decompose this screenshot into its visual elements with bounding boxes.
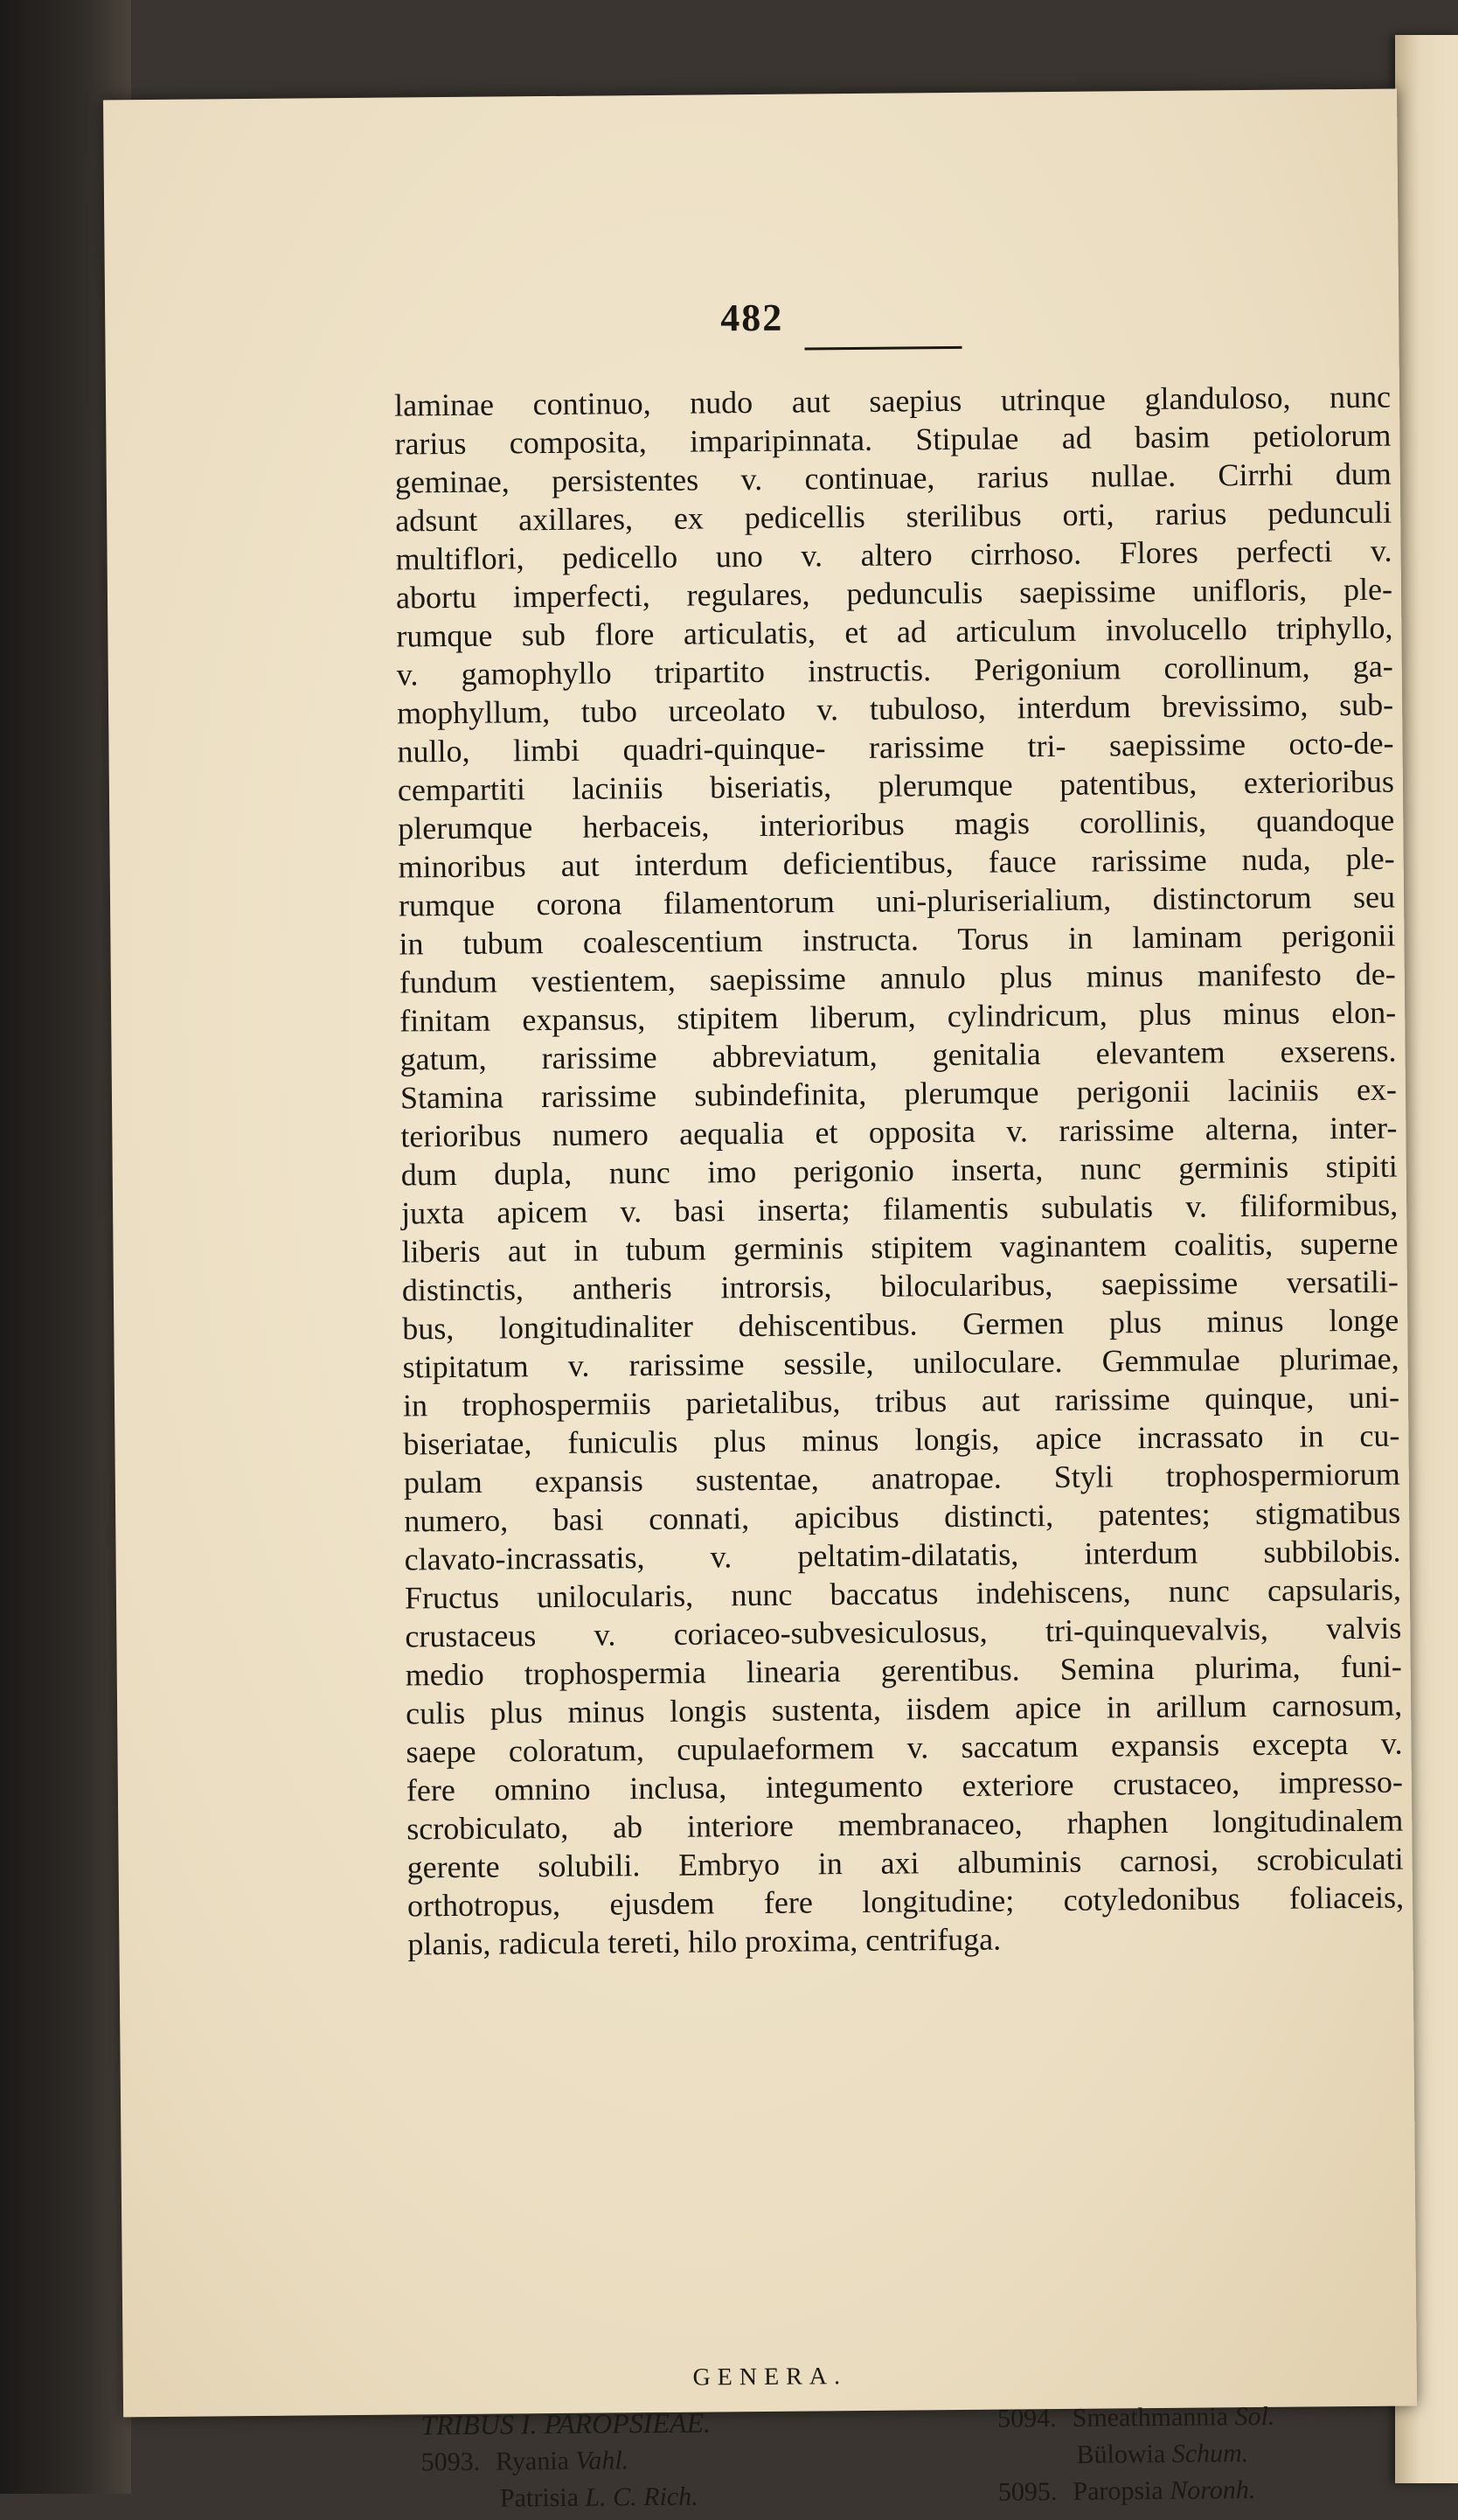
text-line: minoribus aut interdum deficientibus, fauce rarissime nuda, ple- (398, 840, 1395, 885)
text-line: nullo, limbi quadri-quinque- rarissime tri- saepissime octo-de- (397, 725, 1394, 769)
genus-name: Paropsia (1073, 2475, 1163, 2506)
genus-name: Ryania (495, 2446, 570, 2476)
text-line: crustaceus v. coriaceo-subvesiculosus, tri-quinquevalvis, valvis (405, 1610, 1402, 1654)
text-line: clavato-incrassatis, v. peltatim-dilatatis, interdum subbilobis. (404, 1533, 1401, 1577)
text-line: saepe coloratum, cupulaeformem v. saccatum expansis excepta v. (406, 1725, 1403, 1770)
text-line: orthotropus, ejusdem fere longitudine; cotyledonibus foliaceis, (406, 1879, 1405, 1924)
text-line: cempartiti laciniis biseriatis, plerumque patentibus, exterioribus (397, 763, 1395, 808)
text-line: planis, radicula tereti, hilo proxima, centrifuga. (407, 1921, 1002, 1962)
genus-name: Smeathmannia (1072, 2402, 1229, 2433)
text-line: abortu imperfecti, regulares, pedunculis saepissime unifloris, ple- (395, 571, 1393, 616)
genus-author: Noronh. (1170, 2475, 1256, 2505)
genus-entry (420, 2440, 910, 2482)
text-line: liberis aut in tubum germinis stipitem vaginantem coalitis, superne (401, 1225, 1399, 1270)
text-line: laminae continuo, nudo aut saepius utrinque glanduloso, nunc (393, 379, 1392, 423)
page-number-rule (805, 346, 962, 351)
genus-author: Sol. (1234, 2401, 1275, 2432)
genus-number: 5095. (997, 2477, 1058, 2507)
genus-entry (998, 2470, 1435, 2510)
text-line: fere omnino inclusa, integumento exteriore crustaceo, impresso- (406, 1764, 1404, 1808)
text-line: rarius composita, imparipinnata. Stipulae ad basim petiolorum (394, 417, 1392, 462)
book-page (103, 89, 1417, 2513)
genera-list-right (997, 2397, 1435, 2510)
text-line: medio trophospermia linearia gerentibus. Semina plurima, funi- (405, 1648, 1402, 1693)
text-line: scrobiculato, ab interiore membranaceo, rhaphen longitudinalem (406, 1802, 1404, 1847)
text-line: bus, longitudinaliter dehiscentibus. Germen plus minus longe (402, 1302, 1399, 1347)
text-line: rumque sub flore articulatis, et ad articulum involucello triphyllo, (396, 609, 1393, 654)
genus-entry (997, 2433, 1434, 2474)
text-line: adsunt axillares, ex pedicellis sterilibus orti, rarius pedunculi (395, 494, 1392, 539)
text-line: distinctis, antheris introrsis, bilocularibus, saepissime versatili- (401, 1263, 1399, 1308)
text-line: plerumque herbaceis, interioribus magis corollinis, quandoque (398, 802, 1395, 846)
text-line: dum dupla, nunc imo perigonio inserta, nunc germinis stipiti (400, 1148, 1398, 1193)
genus-author: Schum. (1171, 2439, 1249, 2468)
tribe-heading: TRIBUS I. PAROPSIEAE. (420, 2406, 712, 2441)
text-line: Fructus unilocularis, nunc baccatus indehiscens, nunc capsularis, (404, 1571, 1402, 1616)
text-line: mophyllum, tubo urceolato v. tubuloso, interdum brevissimo, sub- (396, 686, 1394, 731)
genus-number: 5093. (420, 2447, 481, 2477)
text-line: biseriatae, funiculis plus minus longis, apice incrassato in cu- (403, 1417, 1400, 1462)
text-line: v. gamophyllo tripartito instructis. Perigonium corollinum, ga- (396, 648, 1393, 693)
text-line: multiflori, pedicello uno v. altero cirrhoso. Flores perfecti v. (395, 533, 1392, 577)
text-line: culis plus minus longis sustenta, iisdem apice in arillum carnosum, (405, 1687, 1403, 1731)
page-number: 482 (720, 296, 784, 340)
genus-author: Vahl. (575, 2446, 629, 2475)
genera-heading: GENERA. (692, 2363, 848, 2391)
text-line: gerente solubili. Embryo in axi albuminis carnosi, scrobiculati (406, 1841, 1404, 1885)
text-line: fundum vestientem, saepissime annulo plus minus manifesto de- (399, 956, 1396, 1000)
text-line: rumque corona filamentorum uni-pluriserialium, distinctorum seu (398, 879, 1396, 923)
text-line: gatum, rarissime abbreviatum, genitalia elevantem exserens. (399, 1033, 1397, 1077)
genus-number: 5094. (997, 2404, 1057, 2433)
text-line: pulam expansis sustentae, anatropae. Styli trophospermiorum (403, 1456, 1400, 1500)
genus-name: Bülowia (1076, 2439, 1166, 2469)
genus-author: L. C. Rich. (585, 2482, 698, 2512)
text-line: Stamina rarissime subindefinita, plerumque perigonii laciniis ex- (399, 1071, 1398, 1116)
body-text (394, 378, 1405, 1964)
text-line: terioribus numero aequalia et opposita v. rarissime alterna, inter- (400, 1110, 1398, 1154)
text-line: numero, basi connati, apicibus distincti, patentes; stigmatibus (404, 1494, 1401, 1539)
text-line: geminae, persistentes v. continuae, rarius nullae. Cirrhi dum (394, 456, 1392, 500)
text-line: finitam expansus, stipitem liberum, cylindricum, plus minus elon- (399, 994, 1397, 1039)
genus-name: Patrisia (499, 2482, 580, 2513)
text-line: juxta apicem v. basi inserta; filamentis subulatis v. filiformibus, (400, 1187, 1399, 1231)
genus-entry (421, 2477, 911, 2518)
text-line: in trophospermiis parietalibus, tribus aut rarissime quinque, uni- (402, 1379, 1400, 1424)
genera-list-left (420, 2402, 911, 2518)
text-line: stipitatum v. rarissime sessile, uniloculare. Gemmulae plurimae, (402, 1340, 1399, 1385)
genus-entry (997, 2397, 1434, 2437)
text-line: in tubum coalescentium instructa. Torus in laminam perigonii (399, 917, 1396, 962)
